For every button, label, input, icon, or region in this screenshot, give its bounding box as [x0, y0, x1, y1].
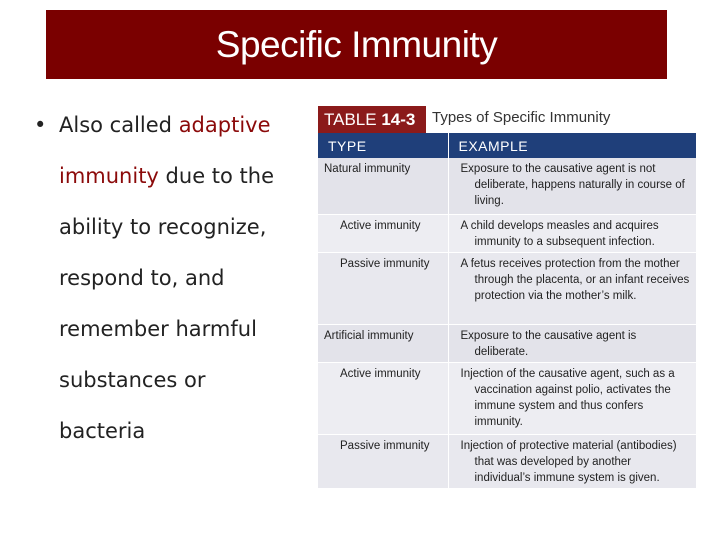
- table-tag-prefix: TABLE: [324, 110, 377, 129]
- bullet-line-1: [34, 100, 314, 151]
- bullet-line-6: substances or: [59, 368, 206, 392]
- type-cell: Passive immunity: [318, 252, 448, 324]
- immunity-table-figure: [318, 106, 696, 490]
- column-header-example: EXAMPLE: [448, 133, 696, 158]
- type-cell: Artificial immunity: [318, 324, 448, 362]
- type-cell: Natural immunity: [318, 158, 448, 214]
- example-cell: [448, 214, 696, 252]
- slide-title: Specific Immunity: [215, 23, 498, 65]
- table-header-row: [318, 133, 696, 158]
- immunity-types-table: [318, 133, 697, 489]
- example-text: Injection of protective material (antibodies) that was developed by another individual’s immune system is given.: [460, 439, 677, 484]
- column-header-type: TYPE: [318, 133, 448, 158]
- example-text: Exposure to the causative agent is not deliberate, happens naturally in course of living.: [460, 163, 685, 207]
- bullet-text-part2: due to the: [158, 164, 275, 188]
- bullet-line-5: remember harmful: [59, 317, 257, 341]
- example-cell: [448, 362, 696, 434]
- table-caption: Types of Specific Immunity: [432, 109, 611, 126]
- highlight-immunity: immunity: [59, 164, 159, 188]
- table-tag-number: 14-3: [381, 110, 416, 129]
- table-row: [318, 214, 696, 252]
- bullet-line-7: bacteria: [59, 419, 146, 443]
- example-cell: [448, 252, 696, 324]
- table-row: [318, 362, 696, 434]
- type-cell: Passive immunity: [318, 434, 448, 488]
- table-row: [318, 252, 696, 324]
- type-cell: Active immunity: [318, 214, 448, 252]
- table-figure-header: [318, 106, 696, 133]
- example-text: A fetus receives protection from the mother through the placenta, or an infant receives protection via the mother’s milk.: [460, 257, 690, 302]
- table-number-tag: [318, 106, 426, 133]
- example-cell: [448, 324, 696, 362]
- bullet-text-part1: Also called: [59, 113, 179, 137]
- bullet-text-block: [34, 100, 314, 457]
- example-text: A child develops measles and acquires immunity to a subsequent infection.: [460, 219, 659, 248]
- bullet-line-3: ability to recognize,: [59, 215, 267, 239]
- example-text: Injection of the causative agent, such as a vaccination against polio, activates the immune system and thus confers immunity.: [460, 367, 675, 428]
- table-row: [318, 434, 696, 488]
- example-cell: [448, 434, 696, 488]
- table-row: [318, 324, 696, 362]
- highlight-adaptive: adaptive: [178, 113, 271, 137]
- bullet-dot-icon: •: [34, 113, 47, 137]
- example-text: Exposure to the causative agent is deliberate.: [460, 329, 637, 358]
- title-bar: [46, 10, 667, 79]
- table-row: [318, 158, 696, 214]
- type-cell: Active immunity: [318, 362, 448, 434]
- bullet-line-2: [34, 151, 314, 202]
- example-cell: [448, 158, 696, 214]
- bullet-line-4: respond to, and: [59, 266, 225, 290]
